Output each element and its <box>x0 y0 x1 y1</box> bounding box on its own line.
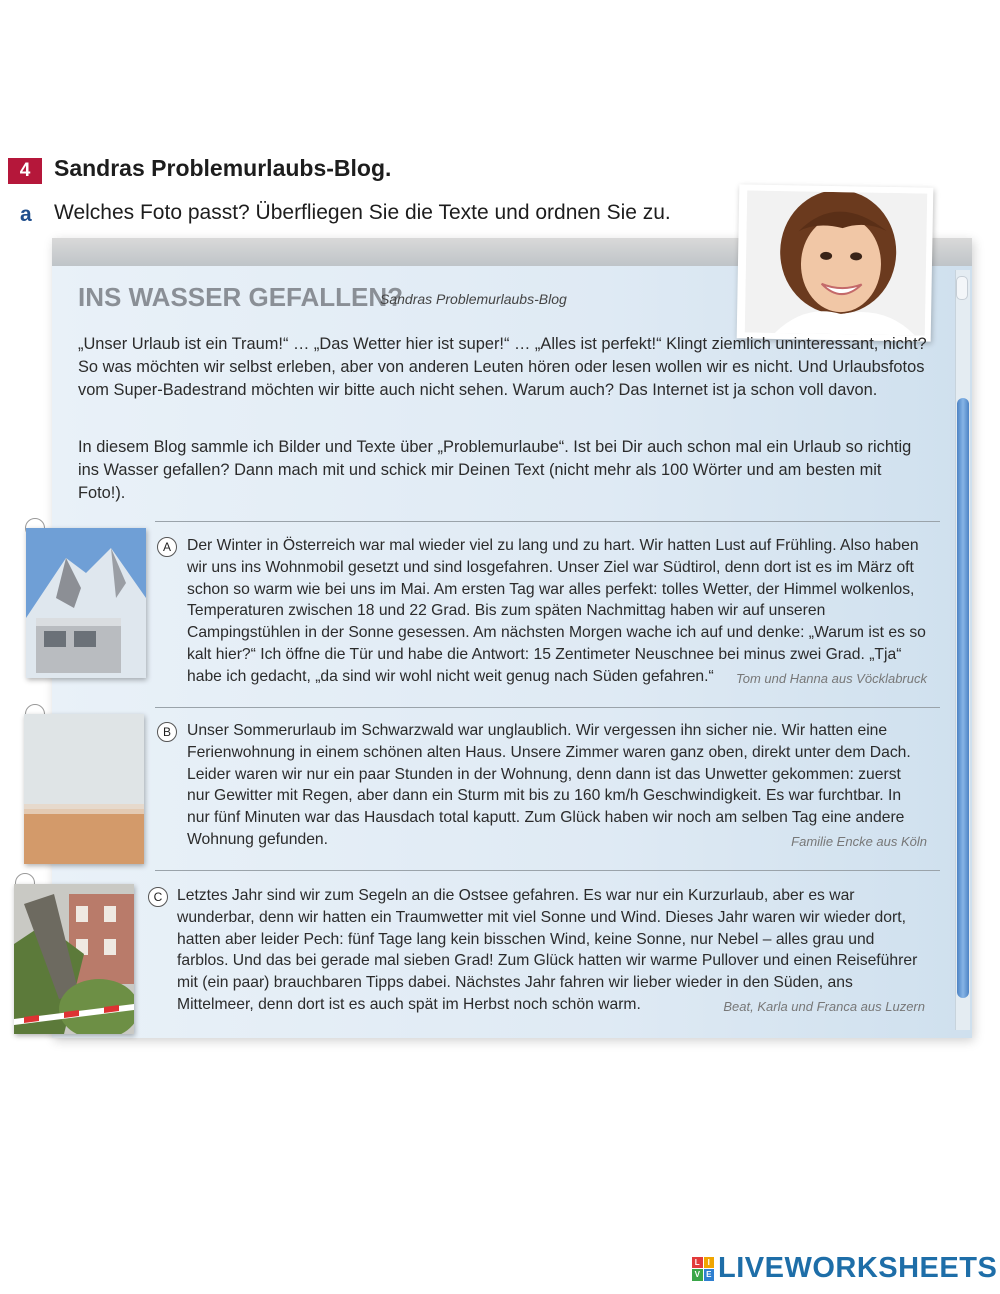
entry-letter-b: B <box>157 722 177 742</box>
divider <box>155 870 940 871</box>
entry-c-author: Beat, Karla und Franca aus Luzern <box>723 998 925 1014</box>
divider <box>155 707 940 708</box>
subtask-instruction: Welches Foto passt? Überfliegen Sie die Texte und ordnen Sie zu. <box>54 201 671 224</box>
mountain-snow-photo <box>26 528 146 678</box>
storm-damage-photo <box>14 884 134 1034</box>
entry-a-text: Der Winter in Österreich war mal wieder viel zu lang und zu hart. Wir hatten Lust auf Frühling. Also haben wir uns ins Wohnmobil gesetzt und sind losgefahren. Unser Ziel war Südtirol, denn dort ist es im März oft schon so warm wie bei uns im Mai. Am ersten Tag war alles perfekt: tolles Wetter, der Himmel wolkenlos, Temperaturen zwischen 18 und 22 Grad. Bis zum späten Nachmittag haben wir auf unseren Campingstühlen in der Sonne gesessen. Am nächsten Morgen wache ich auf und denke: „Warum ist es so kalt hier?“ Ich öffne die Tür und habe die Antwort: 15 Zentimeter Neuschnee bei minus zwei Grad. „Tja“ habe ich gedacht, „da sind wir wohl nicht weit genug nach Süden gefahren.“ Tom und Hanna aus Vöcklabruck <box>187 535 927 690</box>
scrollbar-arrow[interactable] <box>956 276 968 300</box>
entry-b-author: Familie Encke aus Köln <box>791 833 927 849</box>
foggy-beach-photo <box>24 714 144 864</box>
task-number: 4 <box>8 158 42 184</box>
entry-letter-a: A <box>157 537 177 557</box>
entry-c-text: Letztes Jahr sind wir zum Segeln an die Ostsee gefahren. Es war nur ein Kurzurlaub, aber es war wunderbar, denn wir hatten ein Traumwetter mit viel Sonne und Wind. Dieses Jahr waren wir wieder dort, hatten aber leider Pech: fünf Tage lang kein bisschen Wind, keine Sonne, nur Nebel – alles grau und farblos. Und das bei gerade mal sieben Grad! Zum Glück hatten wir warme Pullover und einen Reiseführer mit (ein paar) brauchbaren Tipps dabei. Nächstes Jahr fahren wir lieber wieder in den Süden, ans Mittelmeer, denn dort ist es auch spät im Herbst noch schön warm. Beat, Karla und Franca aus Luzern <box>177 885 925 1018</box>
liveworksheets-wordmark: LIVEWORKSHEETS <box>718 1252 998 1284</box>
woman-portrait-image <box>745 190 927 335</box>
liveworksheets-brand <box>692 1252 997 1285</box>
blogger-photo <box>737 184 934 341</box>
entry-letter-c: C <box>148 887 168 907</box>
scrollbar-thumb[interactable] <box>957 398 969 998</box>
blog-intro-paragraph-2: In diesem Blog sammle ich Bilder und Texte über „Problemurlaube“. Ist bei Dir auch schon mal ein Urlaub so richtig ins Wasser gefallen? Dann mach mit und schick mir Deinen Text (nicht mehr als 100 Wörter und am besten mit Foto!). <box>78 438 912 502</box>
blog-intro-paragraph-1: „Unser Urlaub ist ein Traum!“ … „Das Wetter hier ist super!“ … „Alles ist perfekt!“ Klingt ziemlich uninteressant, nicht? So was möchten wir selbst erleben, aber von anderen Leuten hören oder lesen wollen wir es nicht. Und Urlaubsfotos vom Super-Badestrand möchten wir bitte auch nicht sehen. Warum auch? Das Internet ist ja schon voll davon. <box>78 335 927 399</box>
liveworksheets-logo-icon: L I V E <box>692 1257 714 1281</box>
blog-subtitle: Sandras Problemurlaubs-Blog <box>380 291 567 307</box>
entry-a-author: Tom und Hanna aus Vöcklabruck <box>735 670 927 686</box>
subtask-letter: a <box>20 203 32 226</box>
entry-b-text: Unser Sommerurlaub im Schwarzwald war unglaublich. Wir vergessen ihn sicher nie. Wir hatten eine Ferienwohnung in einem schönen alten Haus. Unsere Zimmer waren ganz oben, direkt unter dem Dach. Leider waren wir nur ein paar Stunden in der Wohnung, denn dann ist das Unwetter gekommen: zuerst nur Gewitter mit Regen, aber dann ein Sturm mit bis zu 160 km/h Geschwindigkeit. Es war furchtbar. In nur fünf Minuten war das Hausdach total kaputt. Zum Glück haben wir noch am selben Tag eine andere Wohnung gefunden. Familie Encke aus Köln <box>187 720 927 853</box>
task-title: Sandras Problemurlaubs-Blog. <box>54 155 392 181</box>
blog-title: INS WASSER GEFALLEN? <box>78 282 404 312</box>
divider <box>155 521 940 522</box>
